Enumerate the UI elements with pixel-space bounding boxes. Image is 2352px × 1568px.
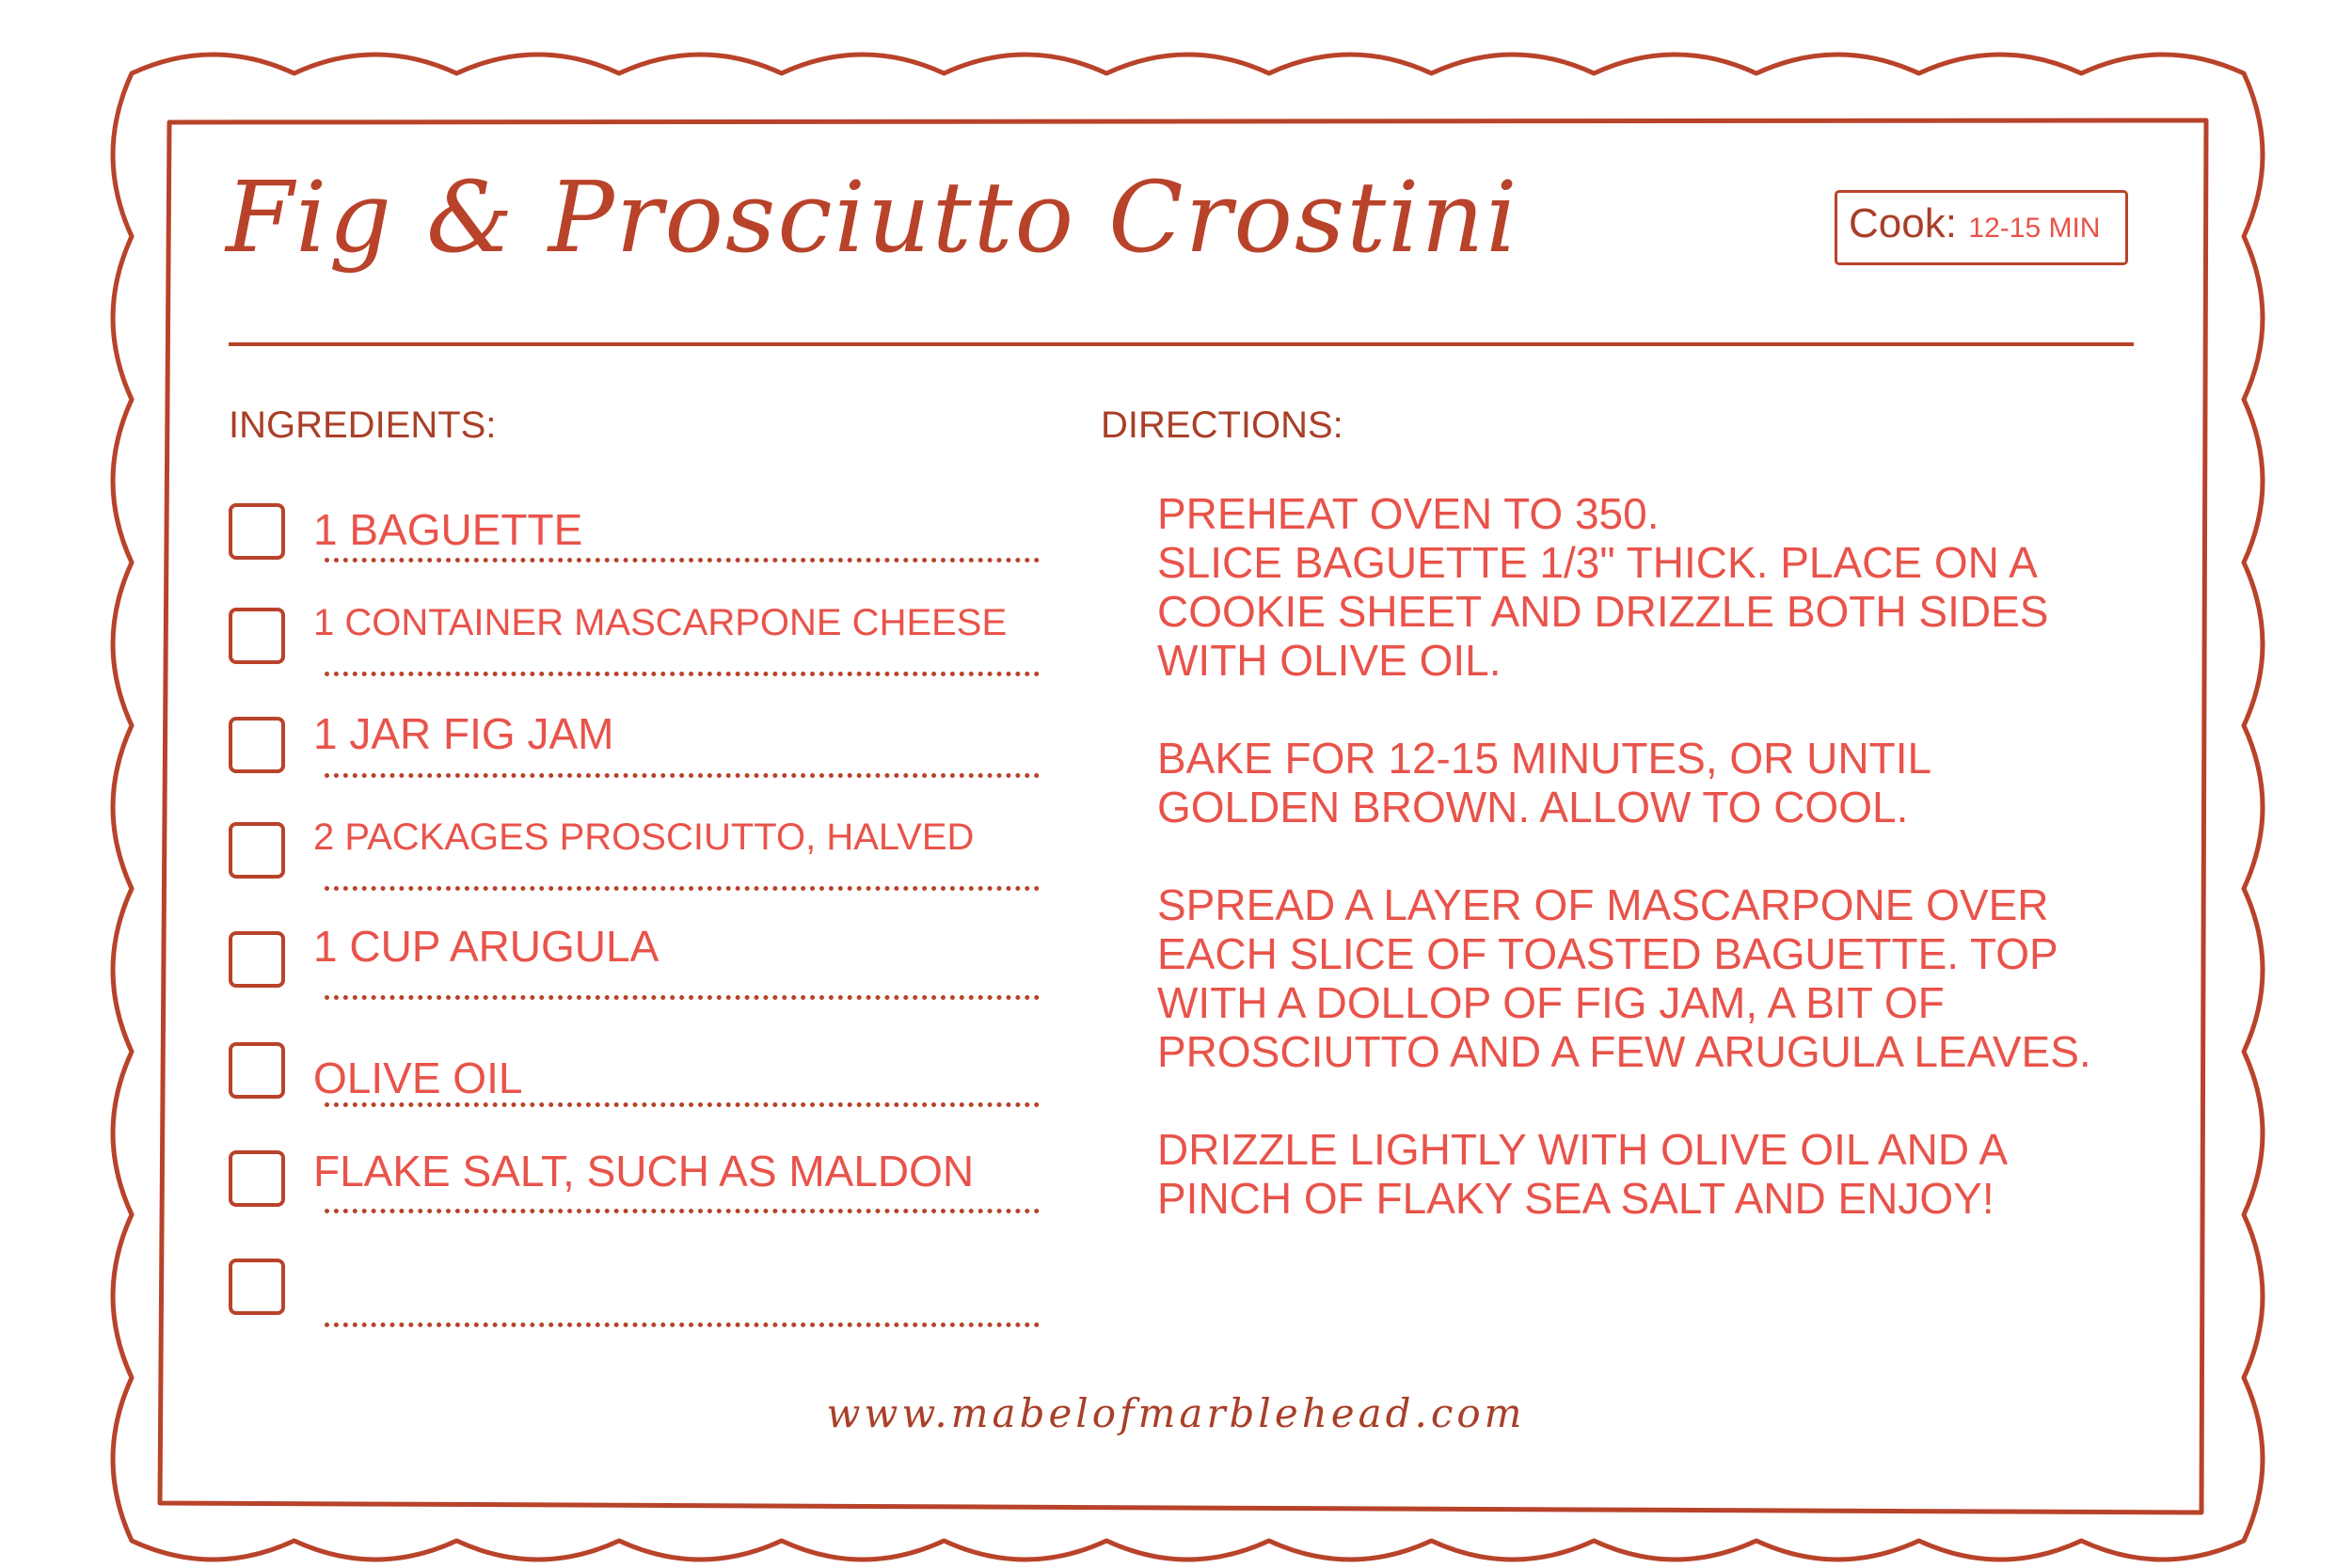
ingredients-heading: INGREDIENTS:: [229, 404, 497, 446]
ingredient-checkbox[interactable]: [229, 717, 285, 773]
ingredient-text: FLAKE SALT, SUCH AS MALDON: [313, 1147, 975, 1196]
dotted-line: [325, 773, 1040, 778]
ingredient-text: 1 JAR FIG JAM: [313, 709, 614, 758]
ingredient-checkbox[interactable]: [229, 1259, 285, 1315]
direction-step: DRIZZLE LIGHTLY WITH OLIVE OIL AND A PINCH OF FLAKY SEA SALT AND ENJOY!: [1157, 1125, 2006, 1223]
ingredient-checkbox[interactable]: [229, 608, 285, 664]
direction-step: PREHEAT OVEN TO 350. SLICE BAGUETTE 1/3" THICK. PLACE ON A COOKIE SHEET AND DRIZZLE BOTH SIDES WITH OLIVE OIL.: [1157, 489, 2049, 685]
ingredient-checkbox[interactable]: [229, 822, 285, 879]
directions-heading: DIRECTIONS:: [1101, 404, 1343, 446]
cook-time-value: 12-15 MIN: [1968, 213, 2101, 244]
directions-list: [1157, 489, 2117, 1272]
dotted-line: [325, 1209, 1040, 1213]
dotted-line: [325, 672, 1040, 676]
ingredient-text: OLIVE OIL: [313, 1053, 523, 1102]
cook-label: Cook:: [1849, 200, 1957, 246]
ingredient-item: [229, 1147, 1047, 1226]
ingredient-text: 1 BAGUETTE: [313, 505, 583, 554]
ingredient-checkbox[interactable]: [229, 503, 285, 560]
direction-step: BAKE FOR 12-15 MINUTES, OR UNTIL GOLDEN BROWN. ALLOW TO COOL.: [1157, 734, 1931, 832]
ingredient-item: [229, 709, 1047, 792]
ingredient-text: 1 CONTAINER MASCARPONE CHEESE: [313, 602, 1008, 643]
ingredient-item: [229, 1259, 1047, 1334]
ingredient-item: [229, 816, 1047, 897]
dotted-line: [325, 995, 1040, 1000]
ingredient-item: [229, 602, 1047, 683]
ingredient-item: [229, 503, 1047, 578]
ingredient-text: 2 PACKAGES PROSCIUTTO, HALVED: [313, 816, 975, 858]
dotted-line: [325, 558, 1040, 562]
title-divider: [229, 342, 2134, 346]
ingredient-item: [229, 922, 1047, 1006]
ingredient-item: [229, 1042, 1047, 1117]
ingredient-checkbox[interactable]: [229, 931, 285, 988]
ingredient-checkbox[interactable]: [229, 1150, 285, 1207]
direction-step: SPREAD A LAYER OF MASCARPONE OVER EACH SLICE OF TOASTED BAGUETTE. TOP WITH A DOLLOP OF FIG JAM, A BIT OF PROSCIUTTO AND A FEW ARUGULA LEAVES.: [1157, 880, 2091, 1076]
website-url: www.mabelofmarblehead.com: [826, 1390, 1526, 1436]
ingredient-text: 1 CUP ARUGULA: [313, 922, 660, 971]
dotted-line: [325, 1102, 1040, 1107]
cook-time-box: [1835, 190, 2128, 265]
dotted-line: [325, 1323, 1040, 1327]
recipe-title: Fig & Prosciutto Crostini: [226, 160, 1519, 275]
ingredient-checkbox[interactable]: [229, 1042, 285, 1099]
dotted-line: [325, 886, 1040, 891]
